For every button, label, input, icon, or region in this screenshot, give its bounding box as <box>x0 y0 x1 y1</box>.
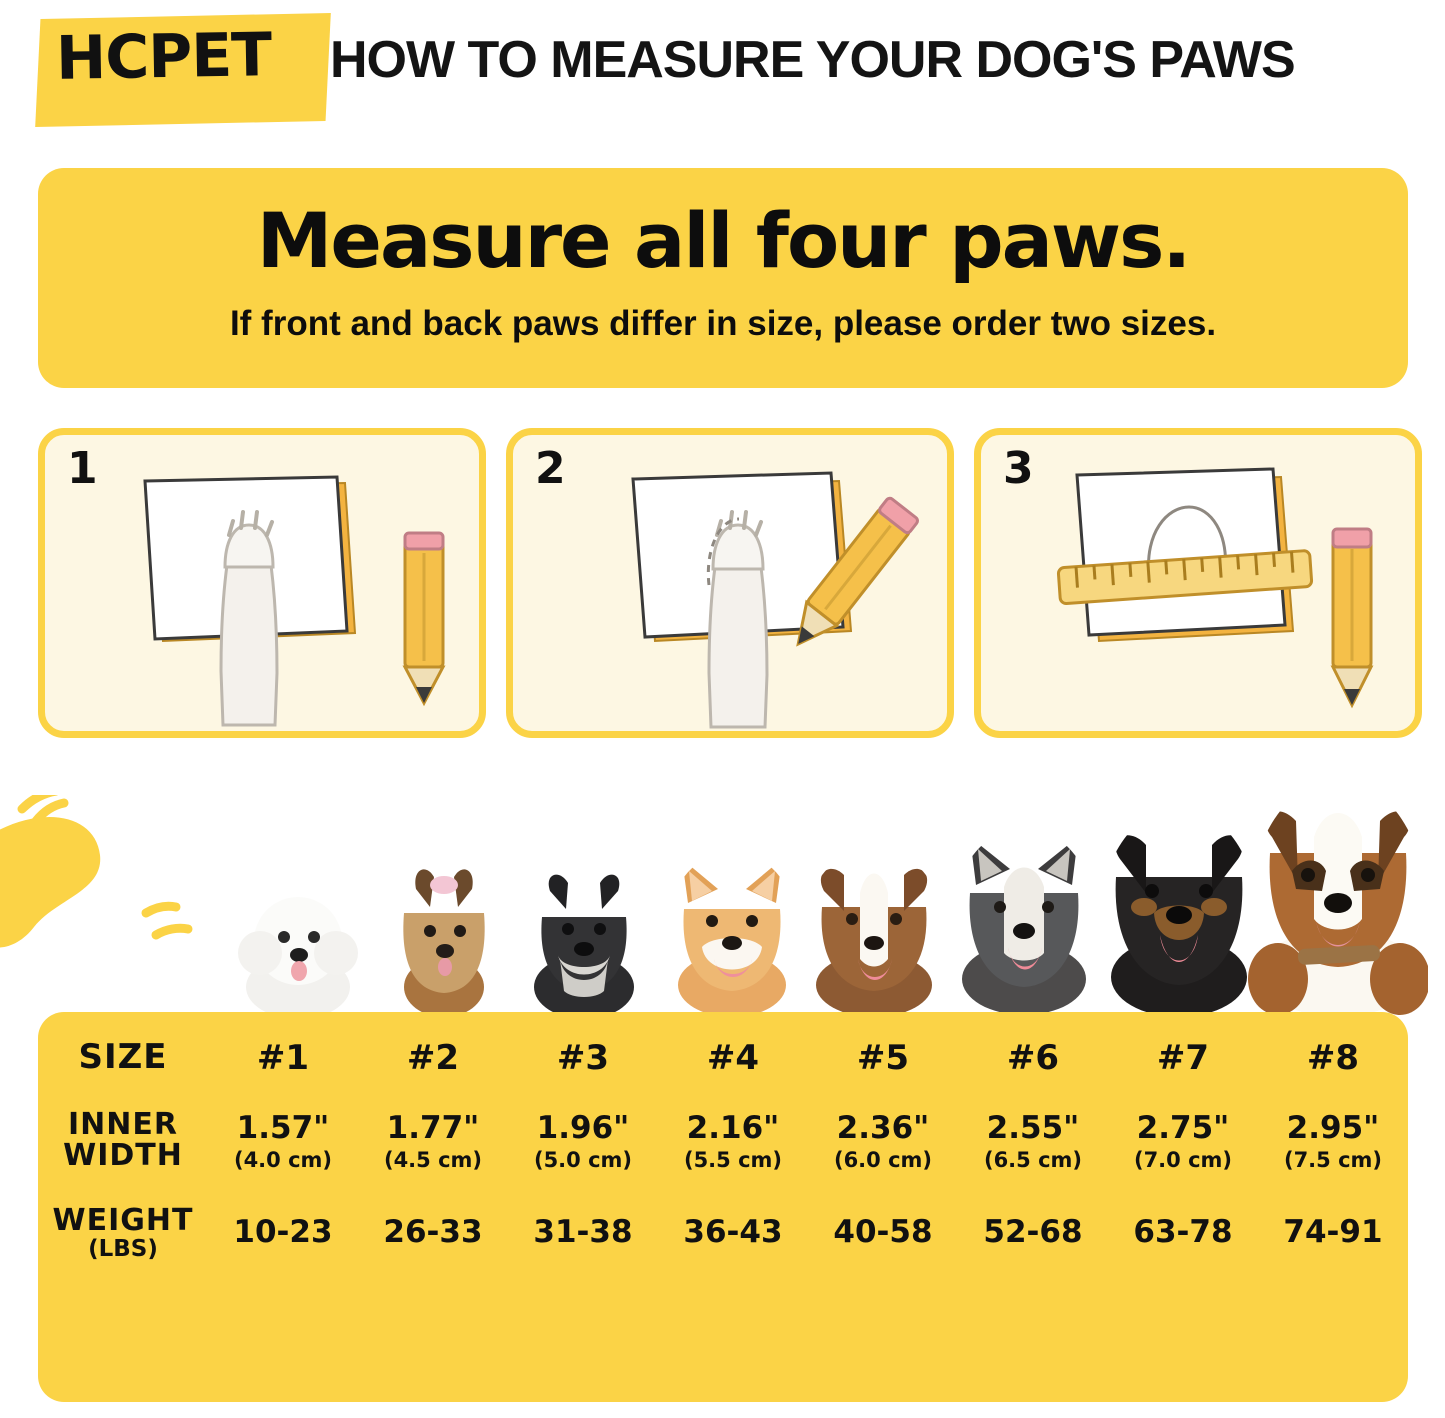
inner-width-cm: (4.5 cm) <box>383 1148 483 1173</box>
size-header: #2 <box>406 1038 460 1078</box>
inner-width-cell <box>1108 1090 1258 1190</box>
table-row-size-headers <box>38 1012 1408 1090</box>
row-label-weight-text: WEIGHT <box>52 1203 194 1239</box>
size-header: #5 <box>856 1038 910 1078</box>
dog-schnauzer <box>520 863 648 1015</box>
weight-cell: 26-33 <box>383 1214 483 1251</box>
dog-bichon-frise <box>232 883 364 1015</box>
inner-width-in: 2.95" <box>1286 1110 1380 1146</box>
weight-cell: 52-68 <box>983 1214 1083 1251</box>
step-card-3 <box>974 428 1422 738</box>
row-label-weight <box>38 1190 208 1276</box>
dog-yorkshire-terrier <box>386 859 502 1015</box>
dog-shiba-inu <box>662 851 802 1015</box>
inner-width-in: 1.77" <box>386 1110 480 1146</box>
size-chart-table <box>38 1012 1408 1402</box>
step-card-1 <box>38 428 486 738</box>
dog-alaskan-malamute <box>948 827 1100 1015</box>
step-number-1: 1 <box>67 443 98 494</box>
paw-on-paper-icon <box>45 435 479 731</box>
row-label-inner: INNER <box>68 1106 178 1142</box>
weight-cell: 10-23 <box>233 1214 333 1251</box>
step-card-2 <box>506 428 954 738</box>
size-header: #7 <box>1156 1038 1210 1078</box>
inner-width-cell <box>658 1090 808 1190</box>
inner-width-cm: (5.0 cm) <box>533 1148 633 1173</box>
dog-size-lineup <box>0 735 1445 1015</box>
page-title: HOW TO MEASURE YOUR DOG'S PAWS <box>330 31 1295 89</box>
ruler-measure-icon <box>981 435 1415 731</box>
headline-subtext: If front and back paws differ in size, please order two sizes. <box>229 304 1217 343</box>
inner-width-cm: (5.5 cm) <box>683 1148 783 1173</box>
inner-width-cm: (6.0 cm) <box>833 1148 933 1173</box>
inner-width-cm: (4.0 cm) <box>233 1148 333 1173</box>
steps-section <box>38 428 1408 728</box>
weight-cell: 40-58 <box>833 1214 933 1251</box>
row-label-size: SIZE <box>78 1037 168 1078</box>
headline-panel <box>38 168 1408 388</box>
dog-australian-shepherd <box>800 847 948 1015</box>
inner-width-cm: (7.0 cm) <box>1133 1148 1233 1173</box>
inner-width-cm: (6.5 cm) <box>983 1148 1083 1173</box>
size-header: #1 <box>256 1038 310 1078</box>
weight-cell: 63-78 <box>1133 1214 1233 1251</box>
inner-width-in: 2.16" <box>686 1110 780 1146</box>
weight-cell: 36-43 <box>683 1214 783 1251</box>
brand-name: HCPET <box>55 20 272 94</box>
page-header <box>0 0 1445 140</box>
inner-width-cell <box>508 1090 658 1190</box>
yellow-swoosh-decoration <box>0 795 210 975</box>
size-header: #8 <box>1306 1038 1360 1078</box>
size-header: #6 <box>1006 1038 1060 1078</box>
table-row-inner-width <box>38 1090 1408 1190</box>
weight-cell: 74-91 <box>1283 1214 1383 1251</box>
inner-width-in: 1.96" <box>536 1110 630 1146</box>
tracing-paw-pencil-icon <box>513 435 947 731</box>
step-number-3: 3 <box>1003 443 1034 494</box>
step-number-2: 2 <box>535 443 566 494</box>
inner-width-cell <box>958 1090 1108 1190</box>
inner-width-in: 2.36" <box>836 1110 930 1146</box>
inner-width-in: 1.57" <box>236 1110 330 1146</box>
inner-width-in: 2.55" <box>986 1110 1080 1146</box>
size-header: #3 <box>556 1038 610 1078</box>
dog-rottweiler <box>1098 807 1260 1015</box>
row-label-width: WIDTH <box>63 1138 183 1174</box>
inner-width-cell <box>208 1090 358 1190</box>
inner-width-cell <box>808 1090 958 1190</box>
row-label-weight-unit: (LBS) <box>88 1235 158 1262</box>
row-label-inner-width <box>38 1090 208 1190</box>
inner-width-cell <box>358 1090 508 1190</box>
weight-cell: 31-38 <box>533 1214 633 1251</box>
dog-saint-bernard <box>1248 779 1428 1015</box>
headline-text: Measure all four paws. <box>256 196 1190 285</box>
size-header: #4 <box>706 1038 760 1078</box>
table-row-weight <box>38 1190 1408 1276</box>
inner-width-cm: (7.5 cm) <box>1283 1148 1383 1173</box>
inner-width-cell <box>1258 1090 1408 1190</box>
inner-width-in: 2.75" <box>1136 1110 1230 1146</box>
